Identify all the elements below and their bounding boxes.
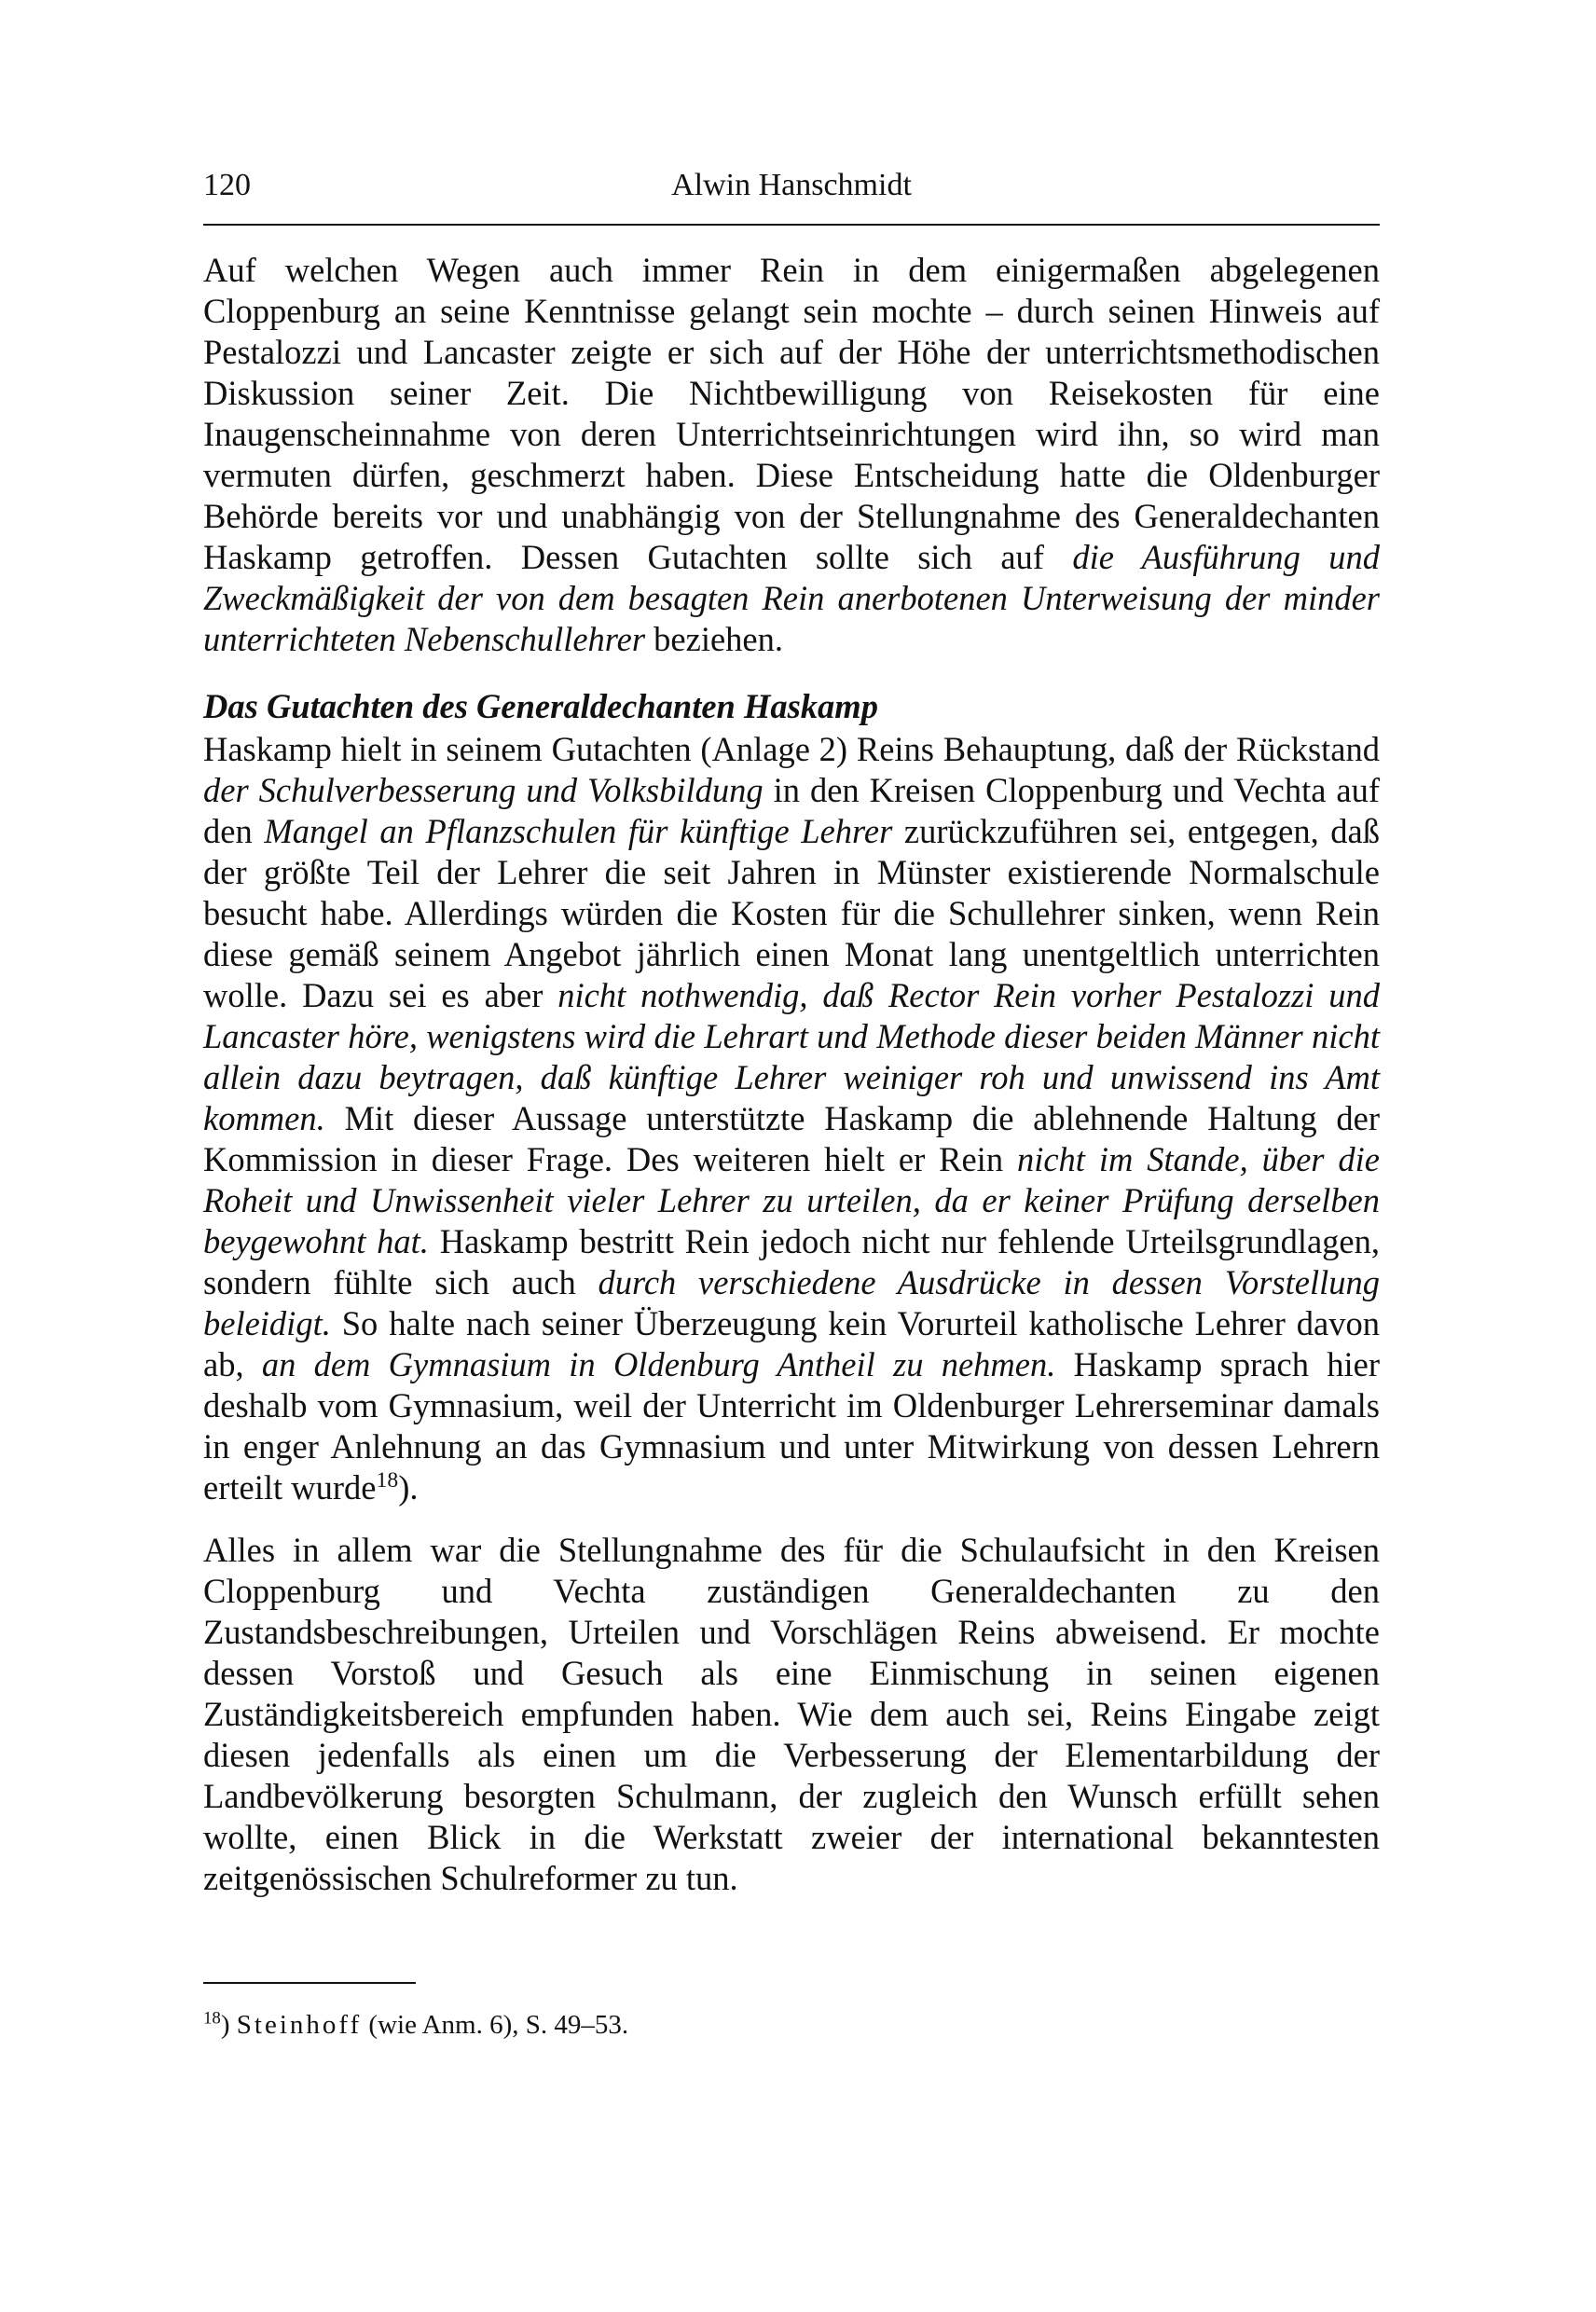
- p2-quote-2: Mangel an Pflanzschulen für künftige Lehrer: [264, 812, 893, 850]
- footnote-reference[interactable]: 18: [376, 1467, 399, 1493]
- p2-text-3: zurückzuführen sei, entgegen, daß der größte Teil der Lehrer die seit Jahren in Münster existierende Normalschule besucht habe. Allerdings würden die Kosten für die Schullehrer sinken, wenn Rein diese gemäß seinem Angebot jährlich einen Monat lang unentgeltlich unterrichten wolle. Dazu sei es aber: [203, 812, 1380, 1014]
- p2-text-4: Mit dieser Aussage unterstützte Haskamp die ablehnende Haltung der Kommission in dieser Frage. Des weiteren hielt er Rein: [203, 1099, 1380, 1178]
- p2-text-1: Haskamp hielt in seinem Gutachten (Anlage 2) Reins Behauptung, daß der Rückstand: [203, 730, 1380, 768]
- main-text: [203, 250, 1380, 1920]
- p2-quote-3: nicht nothwendig, daß Rector Rein vorher Pestalozzi und Lancaster höre, wenigstens wird die Lehrart und Methode dieser beiden Männer nicht allein dazu beytragen, daß künftige Lehrer weiniger roh und unwissend ins Amt kommen.: [203, 976, 1381, 1137]
- paragraph-3: Alles in allem war die Stellungnahme des für die Schulaufsicht in den Kreisen Cloppenburg und Vechta zuständigen Generaldechanten zu den Zustandsbeschreibungen, Urteilen und Vorschlägen Reins abweisend. Er mochte dessen Vorstoß und Gesuch als eine Einmischung in seinen eigenen Zuständigkeitsbereich empfunden haben. Wie dem auch sei, Reins Eingabe zeigt diesen jedenfalls als einen um die Verbesserung der Elementarbildung der Landbevölkerung besorgten Schulmann, der zugleich den Wunsch erfüllt sehen wollte, einen Blick in die Werkstatt zweier der international bekanntesten zeitgenössischen Schulreformer zu tun.: [203, 1531, 1380, 1897]
- footnote-text: (wie Anm. 6), S. 49–53.: [362, 2010, 629, 2040]
- footnote-marker-close: ): [220, 2010, 230, 2040]
- running-head: Alwin Hanschmidt: [671, 168, 912, 202]
- page-header: [203, 168, 1380, 220]
- p2-quote-6: an dem Gymnasium in Oldenburg Antheil zu nehmen.: [261, 1345, 1056, 1383]
- paragraph-1-text-a: Auf welchen Wegen auch immer Rein in dem einigermaßen abgelegenen Cloppenburg an seine Kenntnisse gelangt sein mochte – durch seinen Hinweis auf Pestalozzi und Lancaster zeigte er sich auf der Höhe der unterrichtsmethodischen Diskussion seiner Zeit. Die Nichtbewilligung von Reisekosten für eine Inaugenscheinnahme von deren Unterrichtseinrichtungen wird ihn, so wird man vermuten dürfen, geschmerzt haben. Diese Entscheidung hatte die Oldenburger Behörde bereits vor und unabhängig von der Stellungnahme des Generaldechanten Haskamp getroffen. Dessen Gutachten sollte sich auf: [203, 251, 1380, 576]
- p2-text-6: So halte nach seiner Überzeugung kein Vorurteil katholische Lehrer davon ab,: [203, 1304, 1380, 1383]
- header-rule: [203, 224, 1380, 226]
- footnote-rule: [203, 1982, 416, 1984]
- footnote-author: Steinhoff: [236, 2010, 363, 2040]
- page-number: 120: [203, 168, 251, 202]
- p2-text-8: ).: [398, 1468, 419, 1507]
- p2-quote-5: durch verschiedene Ausdrücke in dessen Vorstellung beleidigt.: [203, 1263, 1380, 1342]
- footnote-marker: 18: [203, 2008, 221, 2029]
- paragraph-1-text-b: beziehen.: [645, 620, 783, 658]
- p2-text-5: Haskamp bestritt Rein jedoch nicht nur fehlende Urteilsgrundlagen, sondern fühlte sich auch: [203, 1222, 1380, 1301]
- p2-quote-4: nicht im Stande, über die Roheit und Unwissenheit vieler Lehrer zu urteilen, da er keiner Prüfung derselben beygewohnt hat.: [203, 1140, 1380, 1260]
- p2-text-7: Haskamp sprach hier deshalb vom Gymnasium, weil der Unterricht im Oldenburger Lehrerseminar damals in enger Anlehnung an das Gymnasium und unter Mitwirkung von dessen Lehrern erteilt wurde: [203, 1345, 1380, 1507]
- section-heading: Das Gutachten des Generaldechanten Haskamp: [203, 687, 878, 725]
- paragraph-1: [203, 250, 1380, 660]
- p2-text-2: in den Kreisen Cloppenburg und Vechta auf den: [203, 771, 1380, 850]
- footnote: [203, 2008, 1380, 2042]
- p2-quote-1: der Schulverbesserung und Volksbildung: [203, 771, 764, 809]
- paragraph-1-quote: die Ausführung und Zweckmäßigkeit der von dem besagten Rein anerbotenen Unterweisung der minder unterrichteten Nebenschullehrer: [203, 538, 1381, 658]
- paragraph-2: [203, 729, 1380, 1508]
